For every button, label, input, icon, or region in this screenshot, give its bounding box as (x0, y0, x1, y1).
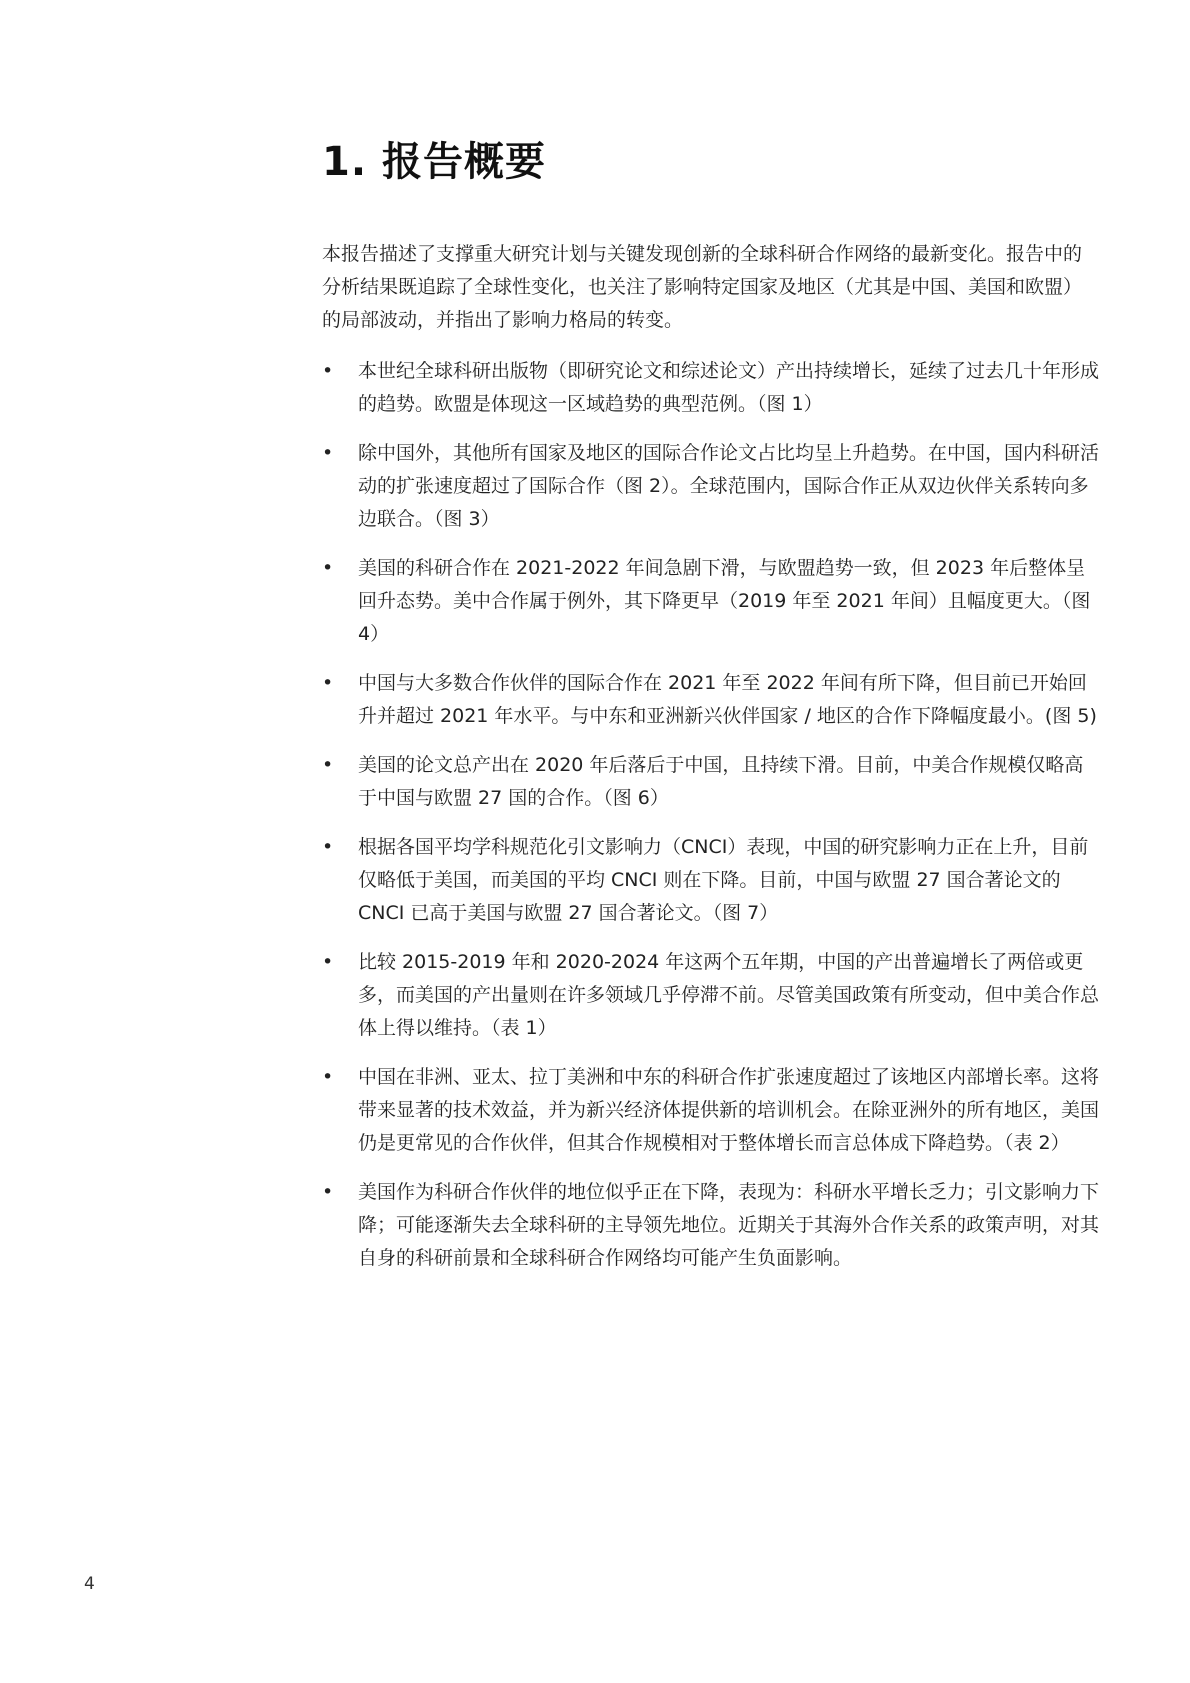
bullet-marker: • (322, 1066, 334, 1088)
bullet-text: 除中国外，其他所有国家及地区的国际合作论文占比均呈上升趋势。在中国，国内科研活动的扩张速度超过了国际合作（图 2）。全球范围内，国际合作正从双边伙伴关系转向多边联合。（图 3） (358, 442, 1100, 530)
summary-bullet-list (322, 355, 1100, 1291)
bullet-text: 本世纪全球科研出版物（即研究论文和综述论文）产出持续增长，延续了过去几十年形成的趋势。欧盟是体现这一区域趋势的典型范例。（图 1） (358, 360, 1100, 415)
section-title: 1. 报告概要 (322, 139, 546, 185)
bullet-item (322, 667, 1100, 733)
bullet-text: 中国与大多数合作伙伴的国际合作在 2021 年至 2022 年间有所下降，但目前已开始回升并超过 2021 年水平。与中东和亚洲新兴伙伴国家 / 地区的合作下降幅度最小。(图 5) (358, 672, 1097, 727)
bullet-text: 根据各国平均学科规范化引文影响力（CNCI）表现，中国的研究影响力正在上升，目前仅略低于美国，而美国的平均 CNCI 则在下降。目前，中国与欧盟 27 国合著论文的 CNCI 已高于美国与欧盟 27 国合著论文。（图 7） (358, 836, 1089, 924)
bullet-text: 美国的科研合作在 2021-2022 年间急剧下滑，与欧盟趋势一致，但 2023 年后整体呈回升态势。美中合作属于例外，其下降更早（2019 年至 2021 年间）且幅度更大。（图 4） (358, 557, 1091, 645)
bullet-marker: • (322, 442, 334, 464)
bullet-item (322, 437, 1100, 536)
bullet-marker: • (322, 836, 334, 858)
bullet-text: 美国作为科研合作伙伴的地位似乎正在下降，表现为：科研水平增长乏力；引文影响力下降；可能逐渐失去全球科研的主导领先地位。近期关于其海外合作关系的政策声明，对其自身的科研前景和全球科研合作网络均可能产生负面影响。 (358, 1181, 1100, 1269)
bullet-item (322, 552, 1100, 651)
bullet-item (322, 831, 1100, 930)
bullet-text: 中国在非洲、亚太、拉丁美洲和中东的科研合作扩张速度超过了该地区内部增长率。这将带来显著的技术效益，并为新兴经济体提供新的培训机会。在除亚洲外的所有地区，美国仍是更常见的合作伙伴，但其合作规模相对于整体增长而言总体成下降趋势。（表 2） (358, 1066, 1100, 1154)
bullet-text: 美国的论文总产出在 2020 年后落后于中国，且持续下滑。目前，中美合作规模仅略高于中国与欧盟 27 国的合作。（图 6） (358, 754, 1084, 809)
bullet-item (322, 1061, 1100, 1160)
bullet-marker: • (322, 360, 334, 382)
page-number: 4 (84, 1574, 95, 1594)
bullet-marker: • (322, 951, 334, 973)
bullet-item (322, 355, 1100, 421)
bullet-marker: • (322, 672, 334, 694)
bullet-item (322, 946, 1100, 1045)
bullet-text: 比较 2015-2019 年和 2020-2024 年这两个五年期，中国的产出普遍增长了两倍或更多，而美国的产出量则在许多领域几乎停滞不前。尽管美国政策有所变动，但中美合作总体上得以维持。（表 1） (358, 951, 1100, 1039)
bullet-marker: • (322, 754, 334, 776)
bullet-item (322, 1176, 1100, 1275)
bullet-marker: • (322, 1181, 334, 1203)
bullet-item (322, 749, 1100, 815)
bullet-marker: • (322, 557, 334, 579)
intro-paragraph: 本报告描述了支撑重大研究计划与关键发现创新的全球科研合作网络的最新变化。报告中的分析结果既追踪了全球性变化，也关注了影响特定国家及地区（尤其是中国、美国和欧盟）的局部波动，并指出了影响力格局的转变。 (322, 243, 1083, 331)
